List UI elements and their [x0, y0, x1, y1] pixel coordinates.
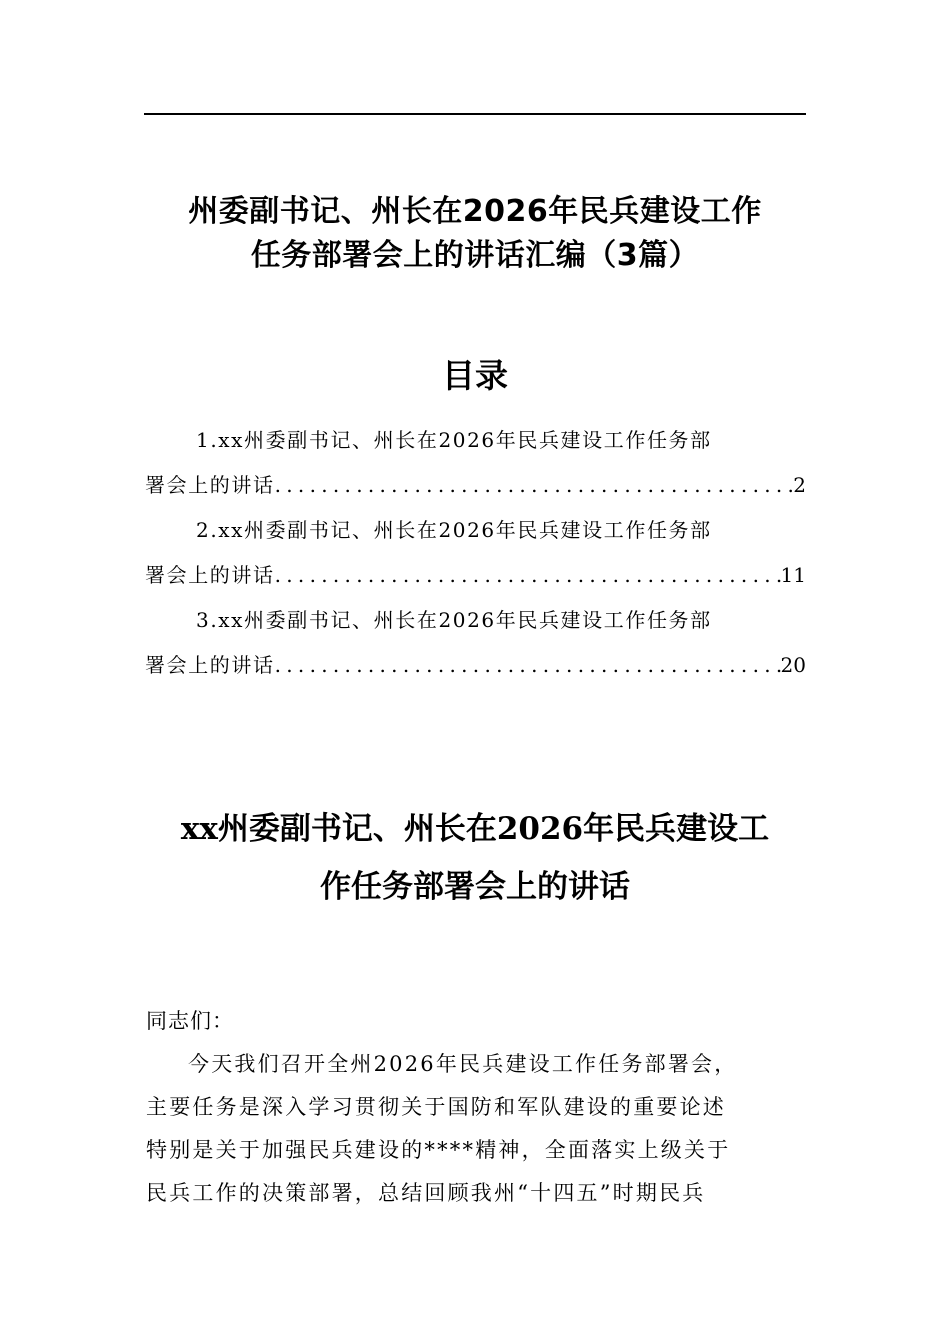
toc-entry-title-continued[interactable]: 署会上的讲话 [145, 563, 275, 587]
toc-entry-title-continued[interactable]: 署会上的讲话 [145, 473, 275, 497]
toc-page-number[interactable]: 11 [780, 563, 806, 587]
toc-entry-title[interactable]: 1.xx州委副书记、州长在2026年民兵建设工作任务部 [196, 428, 712, 452]
toc-leader-dots [275, 553, 781, 598]
speech-body [146, 1000, 806, 1215]
toc-page-number[interactable]: 2 [793, 473, 806, 497]
speech-title [130, 800, 820, 916]
toc-entry-3[interactable] [145, 598, 806, 688]
document-title-line-1: 州委副书记、州长在2026年民兵建设工作 [188, 194, 762, 229]
salutation: 同志们： [146, 1009, 234, 1033]
toc-page-number[interactable]: 20 [780, 653, 806, 677]
header-rule [144, 113, 806, 115]
paragraph-line: 今天我们召开全州2026年民兵建设工作任务部署会， [188, 1052, 738, 1076]
toc-entry-continuation [145, 463, 806, 508]
table-of-contents [145, 418, 806, 688]
toc-leader-dots [275, 643, 781, 688]
toc-entry-title-continued[interactable]: 署会上的讲话 [145, 653, 275, 677]
paragraph-line: 民兵工作的决策部署，总结回顾我州“十四五”时期民兵 [146, 1181, 706, 1205]
document-title [130, 190, 820, 278]
paragraph-line: 主要任务是深入学习贯彻关于国防和军队建设的重要论述 [146, 1095, 726, 1119]
document-title-line-2: 任务部署会上的讲话汇编（3篇） [250, 238, 700, 273]
toc-entry-title[interactable]: 2.xx州委副书记、州长在2026年民兵建设工作任务部 [196, 518, 712, 542]
toc-entry-1[interactable] [145, 418, 806, 508]
toc-entry-2[interactable] [145, 508, 806, 598]
toc-entry-title[interactable]: 3.xx州委副书记、州长在2026年民兵建设工作任务部 [196, 608, 712, 632]
toc-heading: 目录 [442, 356, 508, 395]
paragraph-line: 特别是关于加强民兵建设的****精神，全面落实上级关于 [146, 1138, 731, 1162]
toc-entry-continuation [145, 643, 806, 688]
toc-entry-continuation [145, 553, 806, 598]
speech-title-line-1: xx州委副书记、州长在2026年民兵建设工 [180, 811, 770, 847]
toc-leader-dots [275, 463, 794, 508]
speech-title-line-2: 作任务部署会上的讲话 [320, 869, 630, 905]
